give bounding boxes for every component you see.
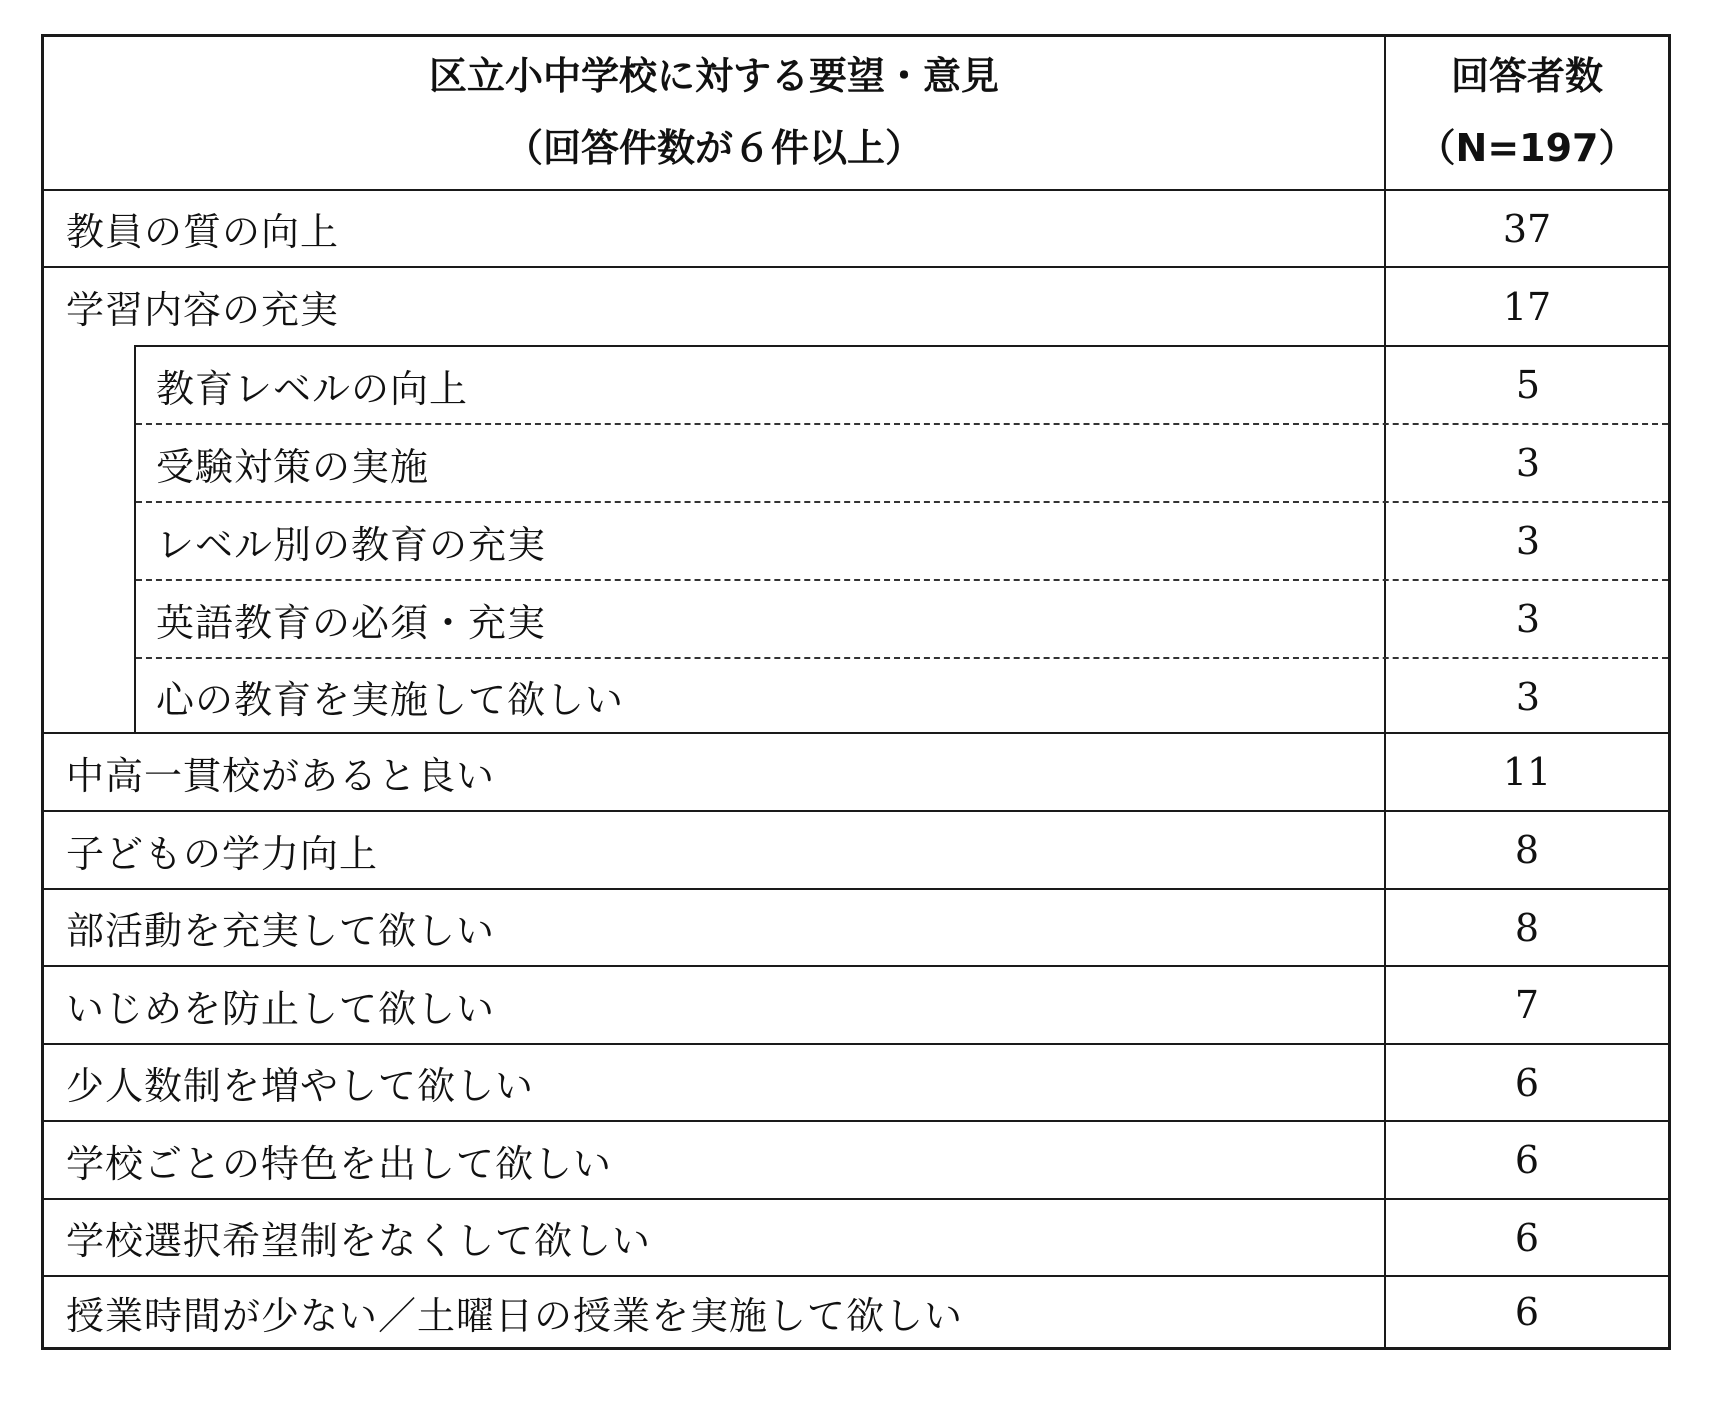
row-label: いじめを防止して欲しい (66, 986, 496, 1031)
header-count-subtitle: （N=197） (1417, 126, 1637, 170)
header-item-column (44, 37, 1384, 191)
table-row (44, 967, 1668, 1045)
sub-row-count: 3 (1515, 674, 1541, 719)
table-row (44, 734, 1668, 812)
sub-table-row (136, 581, 1668, 659)
sub-table-row (136, 425, 1668, 503)
table-row (44, 1277, 1668, 1347)
header-item-subtitle: （回答件数が６件以上） (504, 126, 923, 170)
sub-row-label: 英語教育の必須・充実 (156, 600, 547, 645)
table-row (44, 1045, 1668, 1122)
sub-row-label: 心の教育を実施して欲しい (156, 678, 625, 722)
row-label: 部活動を充実して欲しい (66, 909, 496, 953)
row-count: 17 (1502, 284, 1552, 329)
table-header (44, 37, 1668, 191)
row-count: 6 (1514, 1215, 1540, 1260)
row-count: 37 (1502, 206, 1552, 251)
header-count-column (1386, 37, 1668, 191)
sub-table-row (136, 347, 1668, 425)
sub-row-count: 5 (1515, 363, 1541, 407)
sub-row-count: 3 (1515, 519, 1541, 563)
table-row (44, 1122, 1668, 1200)
row-count: 8 (1514, 828, 1540, 872)
row-label: 教員の質の向上 (66, 210, 340, 254)
header-count-title: 回答者数 (1450, 54, 1603, 98)
sub-group-bottom-rule (44, 657, 1668, 734)
row-label: 学習内容の充実 (66, 288, 340, 332)
survey-table (41, 34, 1671, 1350)
row-label: 学校選択希望制をなくして欲しい (66, 1219, 652, 1263)
row-label: 少人数制を増やして欲しい (66, 1064, 535, 1108)
sub-row-label: 教育レベルの向上 (156, 366, 469, 411)
row-count: 6 (1514, 1290, 1540, 1334)
row-count: 6 (1514, 1060, 1540, 1105)
row-count: 6 (1514, 1138, 1540, 1182)
sub-table-row (136, 503, 1668, 581)
sub-row-count: 3 (1515, 441, 1541, 485)
sub-row-label: レベル別の教育の充実 (156, 522, 547, 567)
sub-row-count: 3 (1515, 597, 1541, 641)
table-row (44, 191, 1668, 268)
table-row (44, 812, 1668, 890)
row-label: 中高一貫校があると良い (66, 753, 496, 798)
header-item-title: 区立小中学校に対する要望・意見 (428, 54, 999, 98)
row-count: 11 (1502, 750, 1552, 794)
row-label: 学校ごとの特色を出して欲しい (66, 1141, 613, 1186)
table-row (44, 1200, 1668, 1277)
table-row (44, 268, 1668, 345)
row-count: 8 (1514, 905, 1540, 950)
row-label: 授業時間が少ない／土曜日の授業を実施して欲しい (66, 1293, 964, 1338)
sub-row-label: 受験対策の実施 (156, 444, 430, 489)
table-row (44, 890, 1668, 967)
row-label: 子どもの学力向上 (66, 831, 379, 876)
row-count: 7 (1514, 983, 1540, 1027)
